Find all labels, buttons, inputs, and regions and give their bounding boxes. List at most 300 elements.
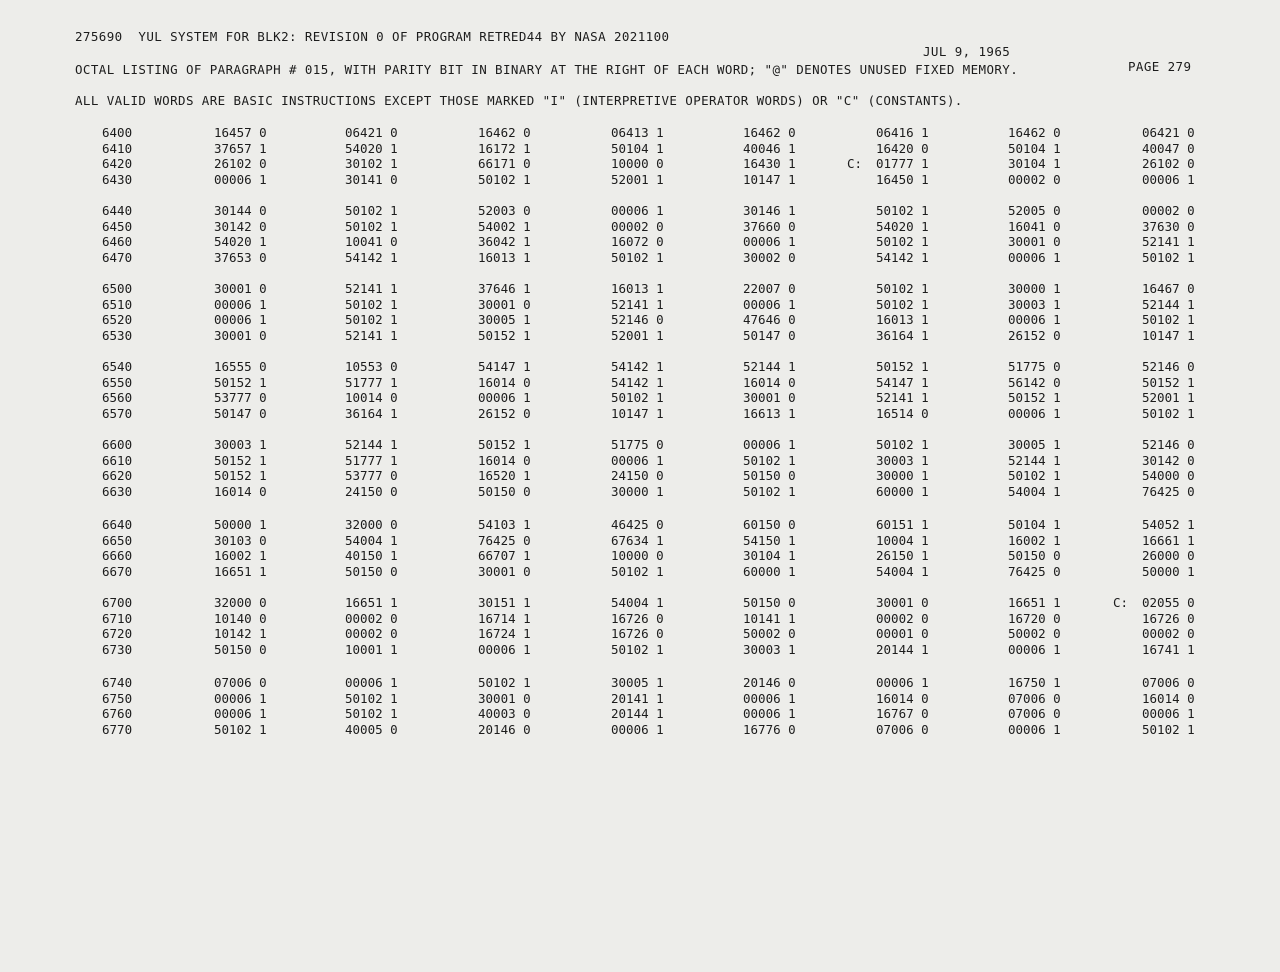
row-address: 6750: [102, 690, 133, 706]
listing-row: [0, 375, 1280, 391]
octal-word: 30001 0: [478, 563, 531, 579]
octal-word: 54004 1: [876, 563, 929, 579]
octal-word: 00006 1: [611, 203, 664, 218]
octal-word: 20146 0: [743, 675, 796, 690]
octal-word: 50102 1: [345, 706, 398, 721]
octal-word: 20141 1: [611, 690, 664, 706]
octal-word: 50150 0: [1008, 548, 1061, 563]
listing-row: [0, 437, 1280, 453]
row-address: 6650: [102, 532, 133, 548]
octal-word: 50147 0: [214, 405, 267, 421]
octal-word: 50104 1: [611, 140, 664, 156]
octal-word: 52141 1: [1142, 234, 1195, 249]
octal-word: 50102 1: [345, 312, 398, 327]
octal-word: 30000 1: [611, 483, 664, 499]
octal-word: 52144 1: [1142, 296, 1195, 312]
octal-word: 30001 0: [214, 327, 267, 343]
octal-word: 52144 1: [743, 359, 796, 374]
octal-word: 60000 1: [876, 483, 929, 499]
listing-row: [0, 642, 1280, 658]
octal-word: 01777 1: [876, 156, 929, 171]
listing-row: [0, 406, 1280, 422]
octal-word: 60151 1: [876, 517, 929, 532]
row-address: 6530: [102, 327, 133, 343]
listing-row: [0, 141, 1280, 157]
octal-word: 51775 0: [611, 437, 664, 452]
octal-word: 16002 1: [214, 548, 267, 563]
octal-word: 51775 0: [1008, 359, 1061, 374]
octal-word: 24150 0: [611, 468, 664, 483]
octal-word: 26000 0: [1142, 548, 1195, 563]
row-address: 6640: [102, 517, 133, 532]
octal-word: 26152 0: [478, 405, 531, 421]
octal-word: 52141 1: [345, 281, 398, 296]
octal-word: 00002 0: [1142, 626, 1195, 641]
octal-word: 30142 0: [214, 218, 267, 234]
octal-word: 50102 1: [611, 563, 664, 579]
octal-word: 50102 1: [1142, 249, 1195, 265]
row-address: 6600: [102, 437, 133, 452]
octal-word: 50150 0: [478, 483, 531, 499]
octal-word: 06413 1: [611, 125, 664, 140]
octal-word: 10014 0: [345, 390, 398, 405]
octal-word: 16651 1: [1008, 595, 1061, 610]
note-line-1: OCTAL LISTING OF PARAGRAPH # 015, WITH PARITY BIT IN BINARY AT THE RIGHT OF EACH WORD; "@" DENOTES UNUSED FIXED MEMORY.: [75, 62, 1019, 77]
octal-word: 50102 1: [611, 390, 664, 405]
octal-word: 50102 1: [876, 203, 929, 218]
octal-word: 50002 0: [743, 626, 796, 641]
listing-row: [0, 675, 1280, 691]
listing-row: [0, 312, 1280, 328]
octal-word: 30002 0: [743, 249, 796, 265]
row-address: 6500: [102, 281, 133, 296]
octal-word: 16767 0: [876, 706, 929, 721]
octal-word: 00006 1: [743, 437, 796, 452]
listing-row: [0, 250, 1280, 266]
octal-word: 52001 1: [1142, 390, 1195, 405]
octal-word: 10001 1: [345, 641, 398, 657]
octal-word: 00006 1: [214, 690, 267, 706]
octal-word: 16420 0: [876, 140, 929, 156]
listing-row: [0, 626, 1280, 642]
octal-word: 22007 0: [743, 281, 796, 296]
listing-row: [0, 533, 1280, 549]
octal-word: 50152 1: [214, 452, 267, 468]
octal-word: 00002 0: [876, 610, 929, 626]
octal-word: 16726 0: [611, 626, 664, 641]
octal-word: 54142 1: [611, 374, 664, 390]
octal-word: 16041 0: [1008, 218, 1061, 234]
octal-word: 26102 0: [1142, 156, 1195, 171]
octal-word: 54142 1: [611, 359, 664, 374]
octal-word: 50152 1: [214, 468, 267, 483]
octal-word: 50102 1: [1142, 405, 1195, 421]
octal-word: 60150 0: [743, 517, 796, 532]
octal-word: 06421 0: [1142, 125, 1195, 140]
octal-word: 30103 0: [214, 532, 267, 548]
listing-row: [0, 691, 1280, 707]
listing-row: [0, 564, 1280, 580]
octal-word: 40005 0: [345, 721, 398, 737]
octal-word: 50104 1: [1008, 140, 1061, 156]
octal-word: 50150 0: [345, 563, 398, 579]
octal-word: 50102 1: [611, 249, 664, 265]
row-address: 6620: [102, 468, 133, 483]
octal-word: 30104 1: [1008, 156, 1061, 171]
octal-word: 16462 0: [1008, 125, 1061, 140]
listing-row: [0, 517, 1280, 533]
octal-word: 16467 0: [1142, 281, 1195, 296]
octal-word: 20146 0: [478, 721, 531, 737]
octal-word: 16462 0: [743, 125, 796, 140]
octal-word: 37646 1: [478, 281, 531, 296]
octal-word: 30005 1: [1008, 437, 1061, 452]
octal-word: 50102 1: [1008, 468, 1061, 483]
octal-word: 50102 1: [1142, 312, 1195, 327]
listing-row: [0, 172, 1280, 188]
octal-word: 37660 0: [743, 218, 796, 234]
row-address: 6770: [102, 721, 133, 737]
octal-word: 07006 0: [876, 721, 929, 737]
row-address: 6560: [102, 390, 133, 405]
octal-word: 16430 1: [743, 156, 796, 171]
octal-word: 46425 0: [611, 517, 664, 532]
octal-word: 00006 1: [1008, 405, 1061, 421]
row-address: 6510: [102, 296, 133, 312]
octal-word: 00001 0: [876, 626, 929, 641]
octal-word: 16750 1: [1008, 675, 1061, 690]
row-address: 6760: [102, 706, 133, 721]
octal-word: 52005 0: [1008, 203, 1061, 218]
octal-word: 30144 0: [214, 203, 267, 218]
header-title: 275690 YUL SYSTEM FOR BLK2: REVISION 0 OF PROGRAM RETRED44 BY NASA 2021100: [75, 29, 670, 44]
listing-row: [0, 297, 1280, 313]
row-address: 6570: [102, 405, 133, 421]
listing-row: [0, 125, 1280, 141]
note-line-2: ALL VALID WORDS ARE BASIC INSTRUCTIONS EXCEPT THOSE MARKED "I" (INTERPRETIVE OPERATOR WORDS) OR "C" (CONSTANTS).: [75, 93, 963, 108]
listing-row: [0, 328, 1280, 344]
octal-word: 54004 1: [611, 595, 664, 610]
row-address: 6460: [102, 234, 133, 249]
listing-row: [0, 722, 1280, 738]
octal-word: 50002 0: [1008, 626, 1061, 641]
octal-word: 76425 0: [478, 532, 531, 548]
octal-word: 10147 1: [611, 405, 664, 421]
octal-word: 30001 0: [1008, 234, 1061, 249]
octal-word: 50152 1: [876, 359, 929, 374]
octal-word: 10553 0: [345, 359, 398, 374]
octal-word: 07006 0: [1142, 675, 1195, 690]
octal-word: 10041 0: [345, 234, 398, 249]
octal-word: 40150 1: [345, 548, 398, 563]
octal-word: 10141 1: [743, 610, 796, 626]
listing-row: [0, 219, 1280, 235]
row-address: 6610: [102, 452, 133, 468]
octal-word: 30003 1: [1008, 296, 1061, 312]
octal-word: 02055 0: [1142, 595, 1195, 610]
octal-word: 52141 1: [345, 327, 398, 343]
octal-word: 36164 1: [345, 405, 398, 421]
octal-word: 54147 1: [478, 359, 531, 374]
row-address: 6430: [102, 171, 133, 187]
octal-word: 50152 1: [214, 374, 267, 390]
octal-word: 50102 1: [345, 690, 398, 706]
octal-word: 47646 0: [743, 312, 796, 327]
header-date: JUL 9, 1965: [923, 44, 1011, 59]
octal-word: 50000 1: [214, 517, 267, 532]
octal-word: 50000 1: [1142, 563, 1195, 579]
octal-word: 37630 0: [1142, 218, 1195, 234]
octal-word: 40047 0: [1142, 140, 1195, 156]
row-address: 6450: [102, 218, 133, 234]
octal-word: 06416 1: [876, 125, 929, 140]
octal-word: 40046 1: [743, 140, 796, 156]
octal-word: 54142 1: [876, 249, 929, 265]
listing-row: [0, 234, 1280, 250]
octal-word: 16014 0: [743, 374, 796, 390]
octal-word: 16014 0: [478, 452, 531, 468]
octal-word: 16726 0: [1142, 610, 1195, 626]
octal-word: 50102 1: [876, 437, 929, 452]
row-address: 6470: [102, 249, 133, 265]
octal-word: 00006 1: [1142, 171, 1195, 187]
octal-word: 54020 1: [345, 140, 398, 156]
octal-word: 16651 1: [214, 563, 267, 579]
row-address: 6730: [102, 641, 133, 657]
octal-word: 50102 1: [345, 296, 398, 312]
octal-word: 54147 1: [876, 374, 929, 390]
row-address: 6630: [102, 483, 133, 499]
octal-word: 00006 1: [214, 312, 267, 327]
octal-word: 00006 1: [743, 690, 796, 706]
constant-marker: C:: [847, 156, 863, 171]
octal-word: 30003 1: [214, 437, 267, 452]
octal-word: 24150 0: [345, 483, 398, 499]
octal-word: 00006 1: [214, 171, 267, 187]
row-address: 6540: [102, 359, 133, 374]
octal-word: 16172 1: [478, 140, 531, 156]
octal-word: 37657 1: [214, 140, 267, 156]
octal-word: 00006 1: [1008, 249, 1061, 265]
listing-row: [0, 453, 1280, 469]
octal-word: 50102 1: [876, 281, 929, 296]
octal-word: 52001 1: [611, 327, 664, 343]
octal-word: 30005 1: [478, 312, 531, 327]
octal-word: 16457 0: [214, 125, 267, 140]
row-address: 6670: [102, 563, 133, 579]
octal-word: 10004 1: [876, 532, 929, 548]
octal-word: 16072 0: [611, 234, 664, 249]
octal-word: 54002 1: [478, 218, 531, 234]
octal-word: 10142 1: [214, 626, 267, 641]
octal-word: 16002 1: [1008, 532, 1061, 548]
octal-word: 16014 0: [876, 690, 929, 706]
octal-word: 00006 1: [876, 675, 929, 690]
octal-word: 16613 1: [743, 405, 796, 421]
octal-word: 52001 1: [611, 171, 664, 187]
octal-word: 00006 1: [478, 641, 531, 657]
listing-row: [0, 484, 1280, 500]
octal-word: 00006 1: [743, 296, 796, 312]
octal-word: 00002 0: [1008, 171, 1061, 187]
octal-word: 16741 1: [1142, 641, 1195, 657]
octal-word: 53777 0: [345, 468, 398, 483]
octal-word: 30151 1: [478, 595, 531, 610]
octal-word: 00002 0: [345, 626, 398, 641]
row-address: 6700: [102, 595, 133, 610]
octal-word: 76425 0: [1142, 483, 1195, 499]
octal-word: 50102 1: [611, 641, 664, 657]
octal-word: 06421 0: [345, 125, 398, 140]
octal-word: 50102 1: [743, 452, 796, 468]
octal-word: 60000 1: [743, 563, 796, 579]
octal-word: 52146 0: [1142, 359, 1195, 374]
row-address: 6440: [102, 203, 133, 218]
octal-word: 52144 1: [1008, 452, 1061, 468]
octal-word: 37653 0: [214, 249, 267, 265]
octal-word: 20144 1: [876, 641, 929, 657]
octal-word: 30146 1: [743, 203, 796, 218]
octal-word: 54142 1: [345, 249, 398, 265]
octal-word: 30001 0: [743, 390, 796, 405]
octal-word: 30142 0: [1142, 452, 1195, 468]
octal-word: 26152 0: [1008, 327, 1061, 343]
octal-word: 00002 0: [345, 610, 398, 626]
listing-row: [0, 611, 1280, 627]
octal-word: 00006 1: [1008, 312, 1061, 327]
octal-word: 07006 0: [1008, 706, 1061, 721]
octal-word: 10147 1: [743, 171, 796, 187]
octal-word: 32000 0: [214, 595, 267, 610]
listing-row: [0, 281, 1280, 297]
header-page-number: PAGE 279: [1128, 59, 1192, 74]
octal-word: 66171 0: [478, 156, 531, 171]
row-address: 6420: [102, 156, 133, 171]
listing-row: [0, 203, 1280, 219]
octal-word: 16724 1: [478, 626, 531, 641]
octal-word: 50150 0: [214, 641, 267, 657]
octal-word: 00002 0: [611, 218, 664, 234]
row-address: 6520: [102, 312, 133, 327]
octal-word: 52144 1: [345, 437, 398, 452]
octal-word: 30000 1: [1008, 281, 1061, 296]
octal-word: 16776 0: [743, 721, 796, 737]
octal-word: 51777 1: [345, 452, 398, 468]
octal-word: 10140 0: [214, 610, 267, 626]
octal-word: 00006 1: [1008, 641, 1061, 657]
octal-word: 54052 1: [1142, 517, 1195, 532]
octal-word: 54150 1: [743, 532, 796, 548]
octal-word: 00006 1: [214, 296, 267, 312]
octal-word: 07006 0: [1008, 690, 1061, 706]
octal-word: 16014 0: [1142, 690, 1195, 706]
octal-word: 26102 0: [214, 156, 267, 171]
octal-word: 52141 1: [876, 390, 929, 405]
octal-word: 00006 1: [478, 390, 531, 405]
octal-word: 16720 0: [1008, 610, 1061, 626]
octal-word: 00006 1: [345, 675, 398, 690]
octal-word: 50102 1: [214, 721, 267, 737]
listing-row: [0, 595, 1280, 611]
listing-row: [0, 548, 1280, 564]
octal-word: 16714 1: [478, 610, 531, 626]
octal-word: 00006 1: [1142, 706, 1195, 721]
octal-word: 30005 1: [611, 675, 664, 690]
octal-word: 16450 1: [876, 171, 929, 187]
octal-word: 07006 0: [214, 675, 267, 690]
octal-word: 00006 1: [611, 452, 664, 468]
constant-marker: C:: [1113, 595, 1129, 610]
listing-row: [0, 390, 1280, 406]
listing-row: [0, 706, 1280, 722]
octal-word: 16514 0: [876, 405, 929, 421]
octal-word: 32000 0: [345, 517, 398, 532]
octal-word: 50102 1: [876, 296, 929, 312]
octal-word: 16013 1: [876, 312, 929, 327]
octal-word: 16013 1: [478, 249, 531, 265]
octal-word: 00002 0: [1142, 203, 1195, 218]
octal-word: 16014 0: [214, 483, 267, 499]
row-address: 6550: [102, 374, 133, 390]
octal-word: 50104 1: [1008, 517, 1061, 532]
octal-word: 20144 1: [611, 706, 664, 721]
octal-word: 30001 0: [876, 595, 929, 610]
listing-row: [0, 359, 1280, 375]
octal-word: 16555 0: [214, 359, 267, 374]
octal-word: 66707 1: [478, 548, 531, 563]
octal-word: 52141 1: [611, 296, 664, 312]
octal-word: 50102 1: [478, 675, 531, 690]
octal-word: 30104 1: [743, 548, 796, 563]
octal-word: 50102 1: [345, 203, 398, 218]
octal-word: 50152 1: [1142, 374, 1195, 390]
octal-word: 30003 1: [876, 452, 929, 468]
octal-word: 00006 1: [743, 706, 796, 721]
octal-word: 30141 0: [345, 171, 398, 187]
octal-word: 16013 1: [611, 281, 664, 296]
octal-word: 51777 1: [345, 374, 398, 390]
octal-word: 50147 0: [743, 327, 796, 343]
octal-word: 54004 1: [345, 532, 398, 548]
octal-word: 54004 1: [1008, 483, 1061, 499]
octal-word: 50150 0: [743, 468, 796, 483]
octal-word: 67634 1: [611, 532, 664, 548]
octal-word: 50102 1: [743, 483, 796, 499]
row-address: 6400: [102, 125, 133, 140]
octal-word: 16462 0: [478, 125, 531, 140]
octal-word: 30000 1: [876, 468, 929, 483]
octal-word: 10000 0: [611, 548, 664, 563]
octal-word: 52146 0: [611, 312, 664, 327]
listing-row: [0, 156, 1280, 172]
octal-word: 00006 1: [1008, 721, 1061, 737]
octal-word: 26150 1: [876, 548, 929, 563]
octal-word: 16014 0: [478, 374, 531, 390]
octal-word: 50152 1: [478, 437, 531, 452]
octal-word: 52003 0: [478, 203, 531, 218]
octal-word: 36164 1: [876, 327, 929, 343]
row-address: 6410: [102, 140, 133, 156]
octal-word: 50150 0: [743, 595, 796, 610]
octal-word: 00006 1: [743, 234, 796, 249]
row-address: 6710: [102, 610, 133, 626]
octal-word: 50102 1: [1142, 721, 1195, 737]
octal-word: 56142 0: [1008, 374, 1061, 390]
octal-word: 76425 0: [1008, 563, 1061, 579]
octal-word: 50152 1: [478, 327, 531, 343]
octal-word: 36042 1: [478, 234, 531, 249]
octal-word: 00006 1: [611, 721, 664, 737]
